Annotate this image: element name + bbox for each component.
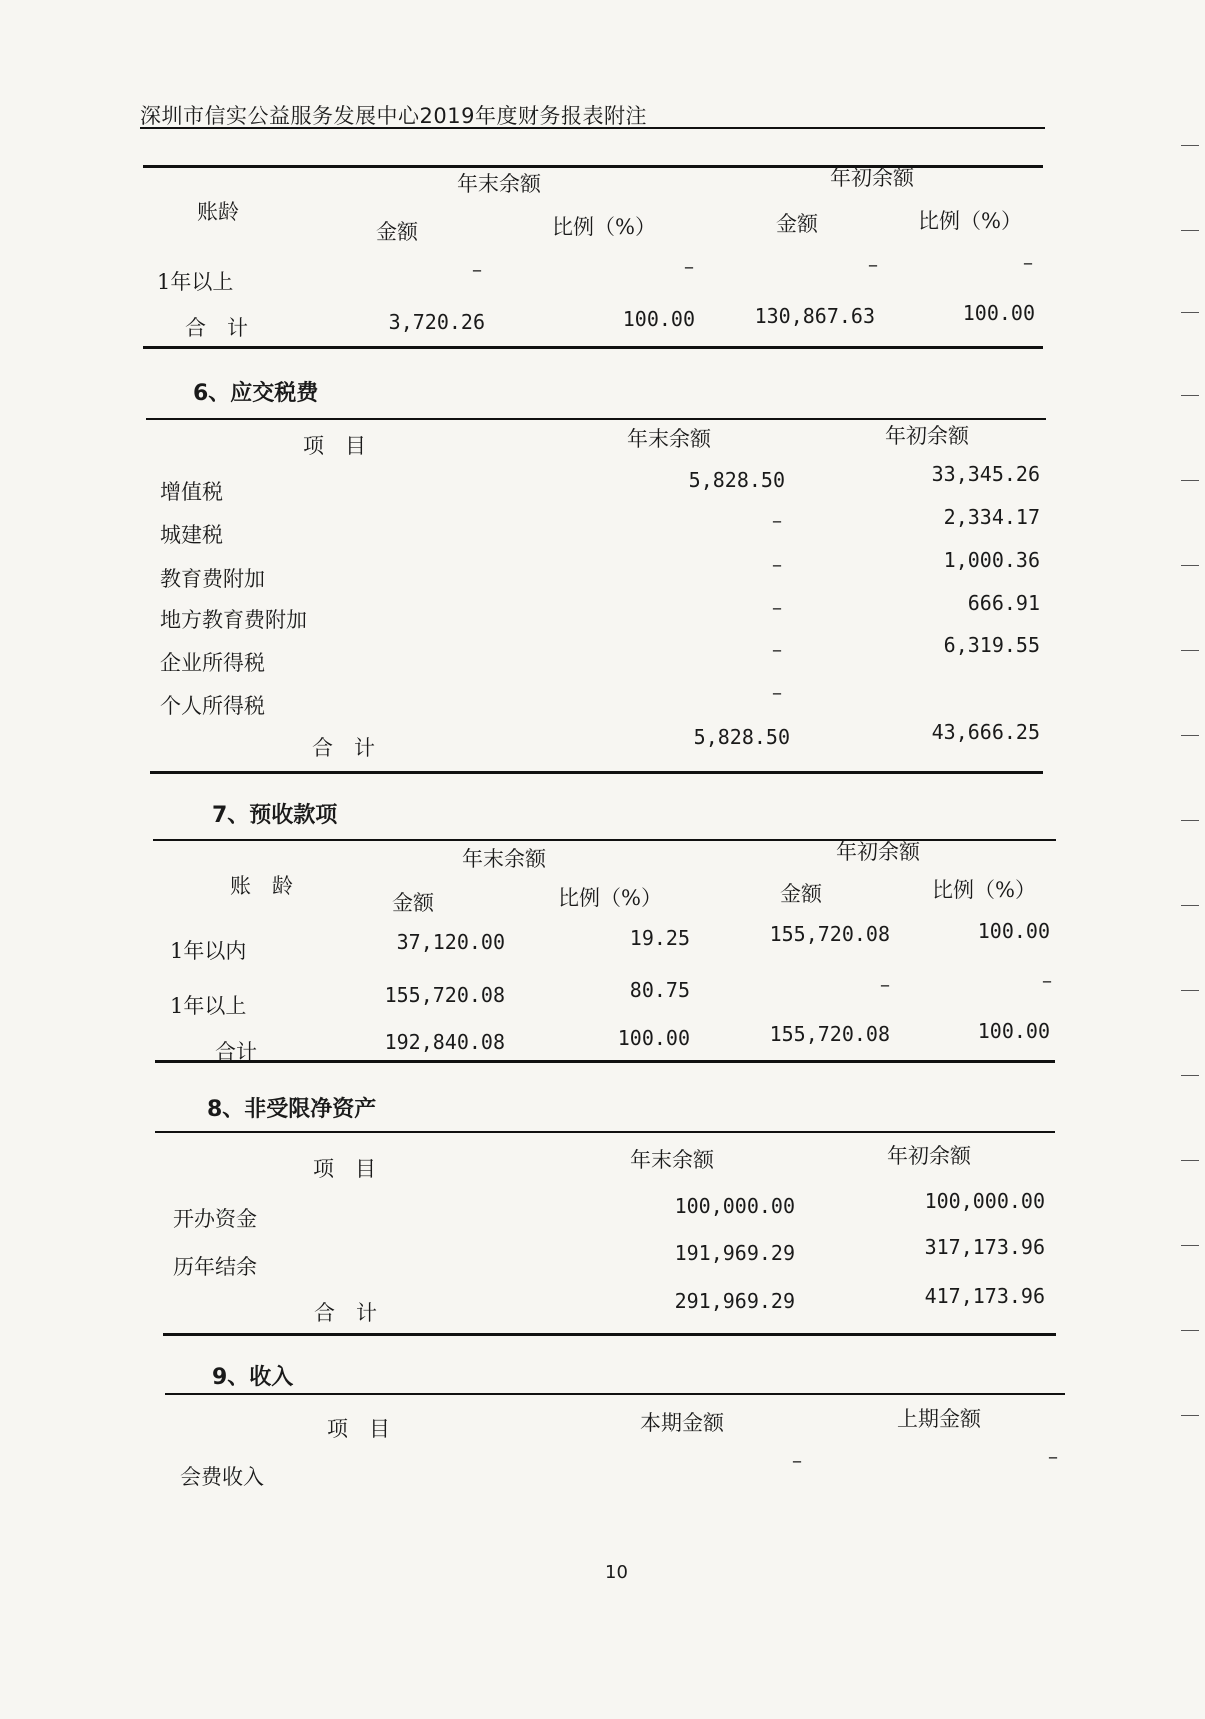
table5-row1-begin-ratio: – [1023,250,1033,274]
section8-row2-end: 191,969.29 [674,1241,795,1265]
section6-row1-end: 5,828.50 [688,468,785,492]
table5-total-label: 合 计 [185,316,248,340]
section6-row6-label: 个人所得税 [160,694,265,718]
table5-total-end-amount: 3,720.26 [388,310,485,334]
section9-top-rule [165,1393,1065,1395]
section6-row5-label: 企业所得税 [160,651,265,675]
section6-row1-begin: 33,345.26 [931,462,1040,486]
binding-edge [1175,0,1205,1719]
section7-sub-end-amount: 金额 [392,891,434,915]
section6-row4-label: 地方教育费附加 [160,608,307,632]
section7-group-begin: 年初余额 [836,840,920,864]
section6-row1-label: 增值税 [160,480,223,504]
table5-sub-end-amount: 金额 [376,220,418,244]
section8-row1-end: 100,000.00 [674,1194,795,1218]
table5-row1-begin-amount: – [868,252,878,276]
section8-total-end: 291,969.29 [674,1289,795,1313]
section8-row2-label: 历年结余 [173,1255,257,1279]
section8-bottom-rule [163,1333,1056,1336]
section7-total-begin-amount: 155,720.08 [769,1022,890,1046]
table5-row1-end-ratio: – [684,254,694,278]
section9-row1-current: – [792,1448,802,1472]
section9-col-current: 本期金额 [640,1411,724,1435]
table5-row1-end-amount: – [472,257,482,281]
section6-row2-end: – [772,508,782,532]
section7-sub-end-ratio: 比例（%） [558,886,662,910]
section6-col-begin: 年初余额 [885,424,969,448]
section7-row2-begin-ratio: – [1042,968,1052,992]
section7-col-age: 账 龄 [230,874,293,898]
section7-row2-begin-amount: – [880,972,890,996]
section6-row3-label: 教育费附加 [160,567,265,591]
section7-row2-label: 1年以上 [170,994,247,1018]
section6-row6-end: – [772,680,782,704]
section6-row2-label: 城建税 [160,523,223,547]
section8-row1-begin: 100,000.00 [924,1189,1045,1213]
table5-col-age: 账龄 [197,200,239,224]
section8-col-begin: 年初余额 [887,1144,971,1168]
section7-total-end-ratio: 100.00 [617,1026,690,1050]
section8-title: 8、非受限净资产 [207,1097,377,1122]
section6-bottom-rule [150,771,1043,774]
section8-top-rule [155,1131,1055,1133]
section7-top-rule [153,839,1056,841]
section7-group-end: 年末余额 [462,847,546,871]
document-header-title: 深圳市信实公益服务发展中心2019年度财务报表附注 [140,104,647,128]
section7-total-begin-ratio: 100.00 [977,1019,1050,1043]
section6-row2-begin: 2,334.17 [943,505,1040,529]
section6-total-label: 合 计 [312,736,375,760]
section7-row2-end-ratio: 80.75 [629,978,690,1002]
table5-total-begin-ratio: 100.00 [962,301,1035,325]
table5-total-end-ratio: 100.00 [622,307,695,331]
section7-row1-end-amount: 37,120.00 [396,930,505,954]
section7-total-end-amount: 192,840.08 [384,1030,505,1054]
section6-row4-end: – [772,595,782,619]
section6-row5-begin: 6,319.55 [943,633,1040,657]
section9-row1-label: 会费收入 [180,1465,264,1489]
section6-row3-begin: 1,000.36 [943,548,1040,572]
header-rule [140,127,1045,129]
section7-row1-label: 1年以内 [170,939,247,963]
section6-col-end: 年末余额 [627,427,711,451]
section7-bottom-rule [155,1060,1055,1063]
section7-row1-begin-amount: 155,720.08 [769,922,890,946]
section8-col-end: 年末余额 [630,1148,714,1172]
section8-total-label: 合 计 [314,1301,377,1325]
table5-bottom-rule [143,346,1043,349]
section6-row5-end: – [772,637,782,661]
section6-row4-begin: 666.91 [967,591,1040,615]
section6-title: 6、应交税费 [193,381,319,406]
section8-total-begin: 417,173.96 [924,1284,1045,1308]
table5-total-begin-amount: 130,867.63 [754,304,875,328]
table5-group-end: 年末余额 [457,172,541,196]
section7-row1-end-ratio: 19.25 [629,926,690,950]
section9-row1-prior: – [1048,1444,1058,1468]
section9-col-item: 项 目 [327,1417,390,1441]
section6-total-end: 5,828.50 [693,725,790,749]
section9-title: 9、收入 [212,1365,294,1390]
page-number: 10 [605,1562,628,1583]
section7-sub-begin-amount: 金额 [780,882,822,906]
section6-row3-end: – [772,552,782,576]
section8-row1-label: 开办资金 [173,1207,257,1231]
section7-row2-end-amount: 155,720.08 [384,983,505,1007]
table5-sub-begin-amount: 金额 [776,212,818,236]
section6-total-begin: 43,666.25 [931,720,1040,744]
table5-sub-end-ratio: 比例（%） [552,215,656,239]
section8-row2-begin: 317,173.96 [924,1235,1045,1259]
section7-total-label: 合计 [215,1040,257,1064]
section6-col-item: 项 目 [303,434,366,458]
section7-title: 7、预收款项 [212,803,338,828]
section8-col-item: 项 目 [313,1157,376,1181]
table5-row1-label: 1年以上 [157,270,234,294]
table5-group-begin: 年初余额 [830,166,914,190]
table5-sub-begin-ratio: 比例（%） [918,209,1022,233]
section7-row1-begin-ratio: 100.00 [977,919,1050,943]
section7-sub-begin-ratio: 比例（%） [932,878,1036,902]
section9-col-prior: 上期金额 [897,1407,981,1431]
